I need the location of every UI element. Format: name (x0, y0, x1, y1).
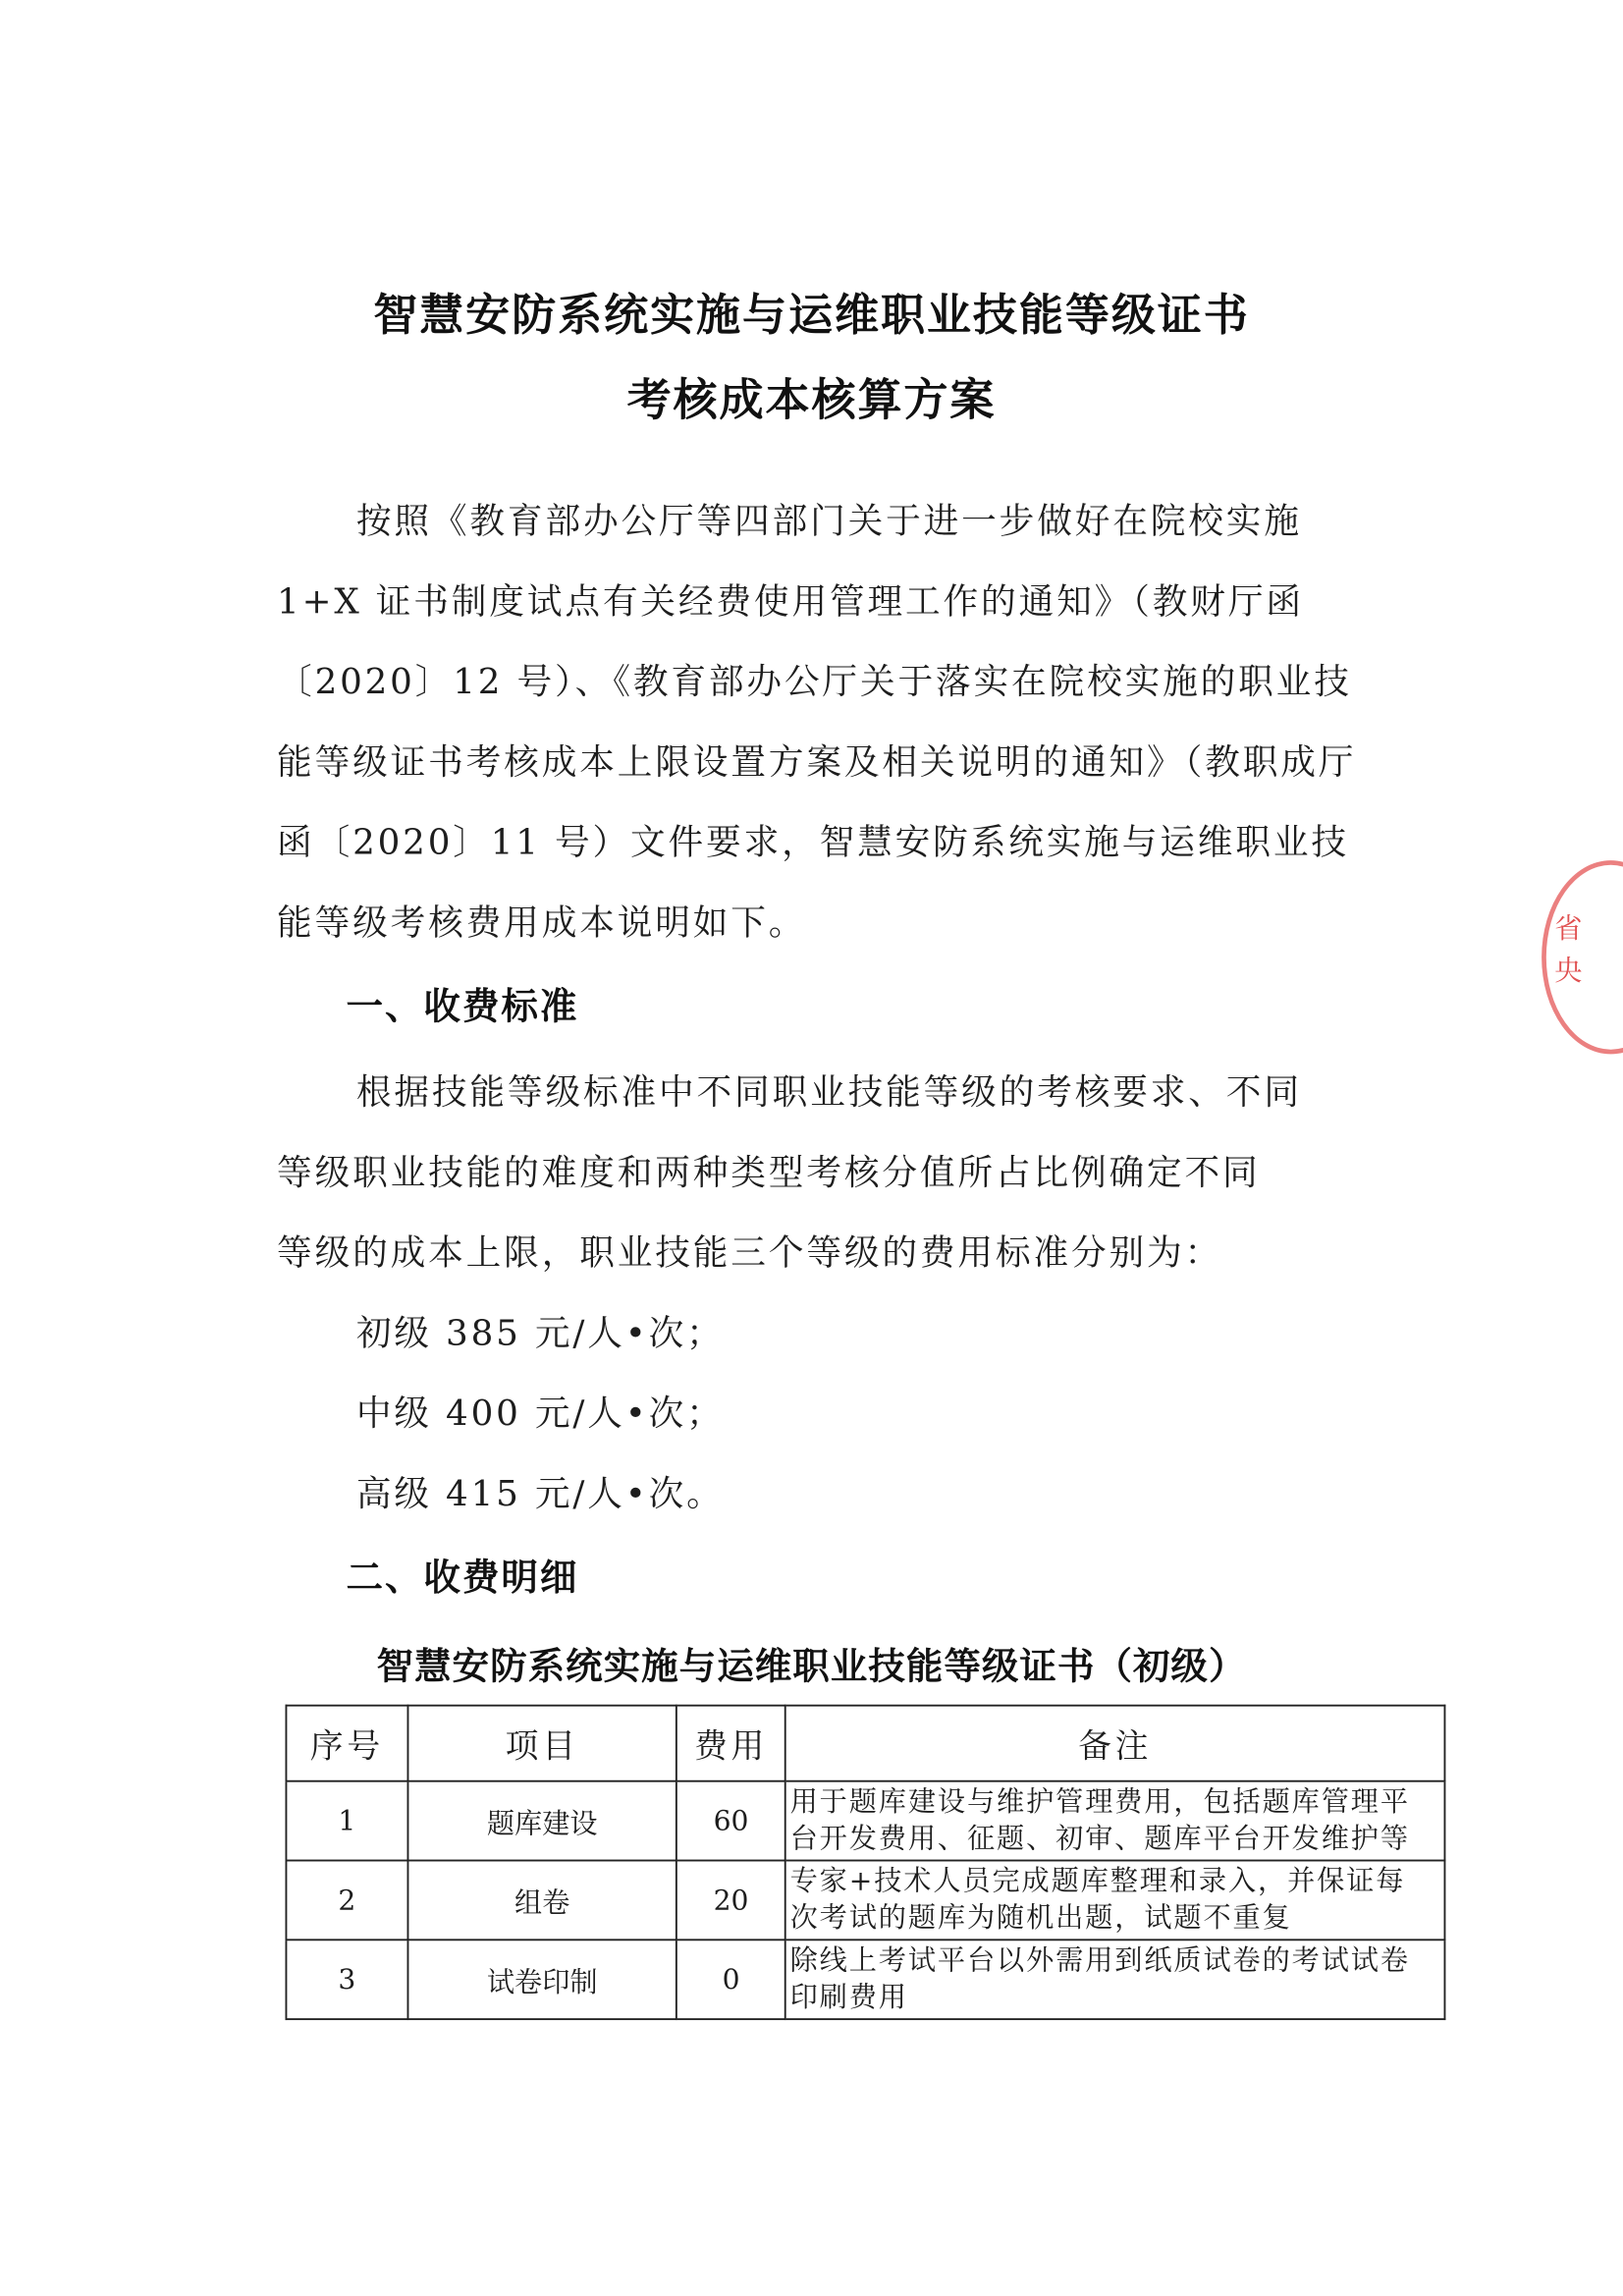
stamp-text: 省 央 (1554, 912, 1583, 988)
fee-level-intermediate: 中级 400 元/人•次； (355, 1393, 725, 1434)
document-page (49, 69, 1583, 2227)
cell-item: 题库建设 (407, 1781, 676, 1861)
cell-note (785, 1940, 1445, 2019)
intro-line-6: 能等级考核费用成本说明如下。 (277, 902, 807, 943)
intro-line-2: 1+X 证书制度试点有关经费使用管理工作的通知》（教财厅函 (277, 580, 1304, 622)
section1-heading: 一、收费标准 (346, 985, 579, 1029)
header-fee: 费用 (676, 1706, 785, 1781)
intro-line-4: 能等级证书考核成本上限设置方案及相关说明的通知》（教职成厅 (277, 740, 1357, 783)
cell-no: 2 (286, 1861, 407, 1941)
note-line: 印刷费用 (789, 1981, 908, 2014)
cell-item: 试卷印制 (407, 1940, 676, 2019)
intro-line-5: 函〔2020〕11 号）文件要求，智慧安防系统实施与运维职业技 (277, 821, 1349, 862)
fee-level-advanced: 高级 415 元/人•次。 (355, 1472, 725, 1514)
table-row (286, 1940, 1444, 2019)
note-line: 次考试的题库为随机出题，试题不重复 (789, 1901, 1292, 1935)
intro-line-3: 〔2020〕12 号）、《教育部办公厅关于落实在院校实施的职业技 (277, 661, 1352, 702)
section2-heading: 二、收费明细 (346, 1557, 579, 1600)
note-line: 用于题库建设与维护管理费用，包括题库管理平 (789, 1785, 1410, 1819)
note-line: 除线上考试平台以外需用到纸质试卷的考试试卷 (789, 1944, 1410, 1977)
cell-note (785, 1781, 1445, 1861)
note-line: 台开发费用、征题、初审、题库平台开发维护等 (789, 1822, 1410, 1855)
header-note: 备注 (785, 1706, 1445, 1781)
cell-no: 1 (286, 1781, 407, 1861)
table-header-row (286, 1706, 1444, 1781)
table-row (286, 1781, 1444, 1861)
note-line: 专家+技术人员完成题库整理和录入，并保证每 (789, 1865, 1406, 1898)
section1-line-3: 等级的成本上限，职业技能三个等级的费用标准分别为： (277, 1231, 1223, 1274)
document-title-line1: 智慧安防系统实施与运维职业技能等级证书 (373, 289, 1250, 342)
header-no: 序号 (286, 1706, 407, 1781)
cell-fee: 0 (676, 1940, 785, 2019)
intro-line-1: 按照《教育部办公厅等四部门关于进一步做好在院校实施 (355, 500, 1302, 542)
cell-note (785, 1861, 1445, 1941)
table-row (286, 1861, 1444, 1941)
section1-line-1: 根据技能等级标准中不同职业技能等级的考核要求、不同 (355, 1071, 1302, 1113)
fee-detail-table (286, 1705, 1446, 2020)
cell-no: 3 (286, 1940, 407, 2019)
cell-item: 组卷 (407, 1861, 676, 1941)
document-title-line2: 考核成本核算方案 (626, 373, 997, 426)
cell-fee: 60 (676, 1781, 785, 1861)
section1-line-2: 等级职业技能的难度和两种类型考核分值所占比例确定不同 (277, 1151, 1261, 1193)
table-title: 智慧安防系统实施与运维职业技能等级证书（初级） (376, 1645, 1247, 1688)
fee-level-primary: 初级 385 元/人•次； (355, 1312, 725, 1353)
header-item: 项目 (407, 1706, 676, 1781)
cell-fee: 20 (676, 1861, 785, 1941)
